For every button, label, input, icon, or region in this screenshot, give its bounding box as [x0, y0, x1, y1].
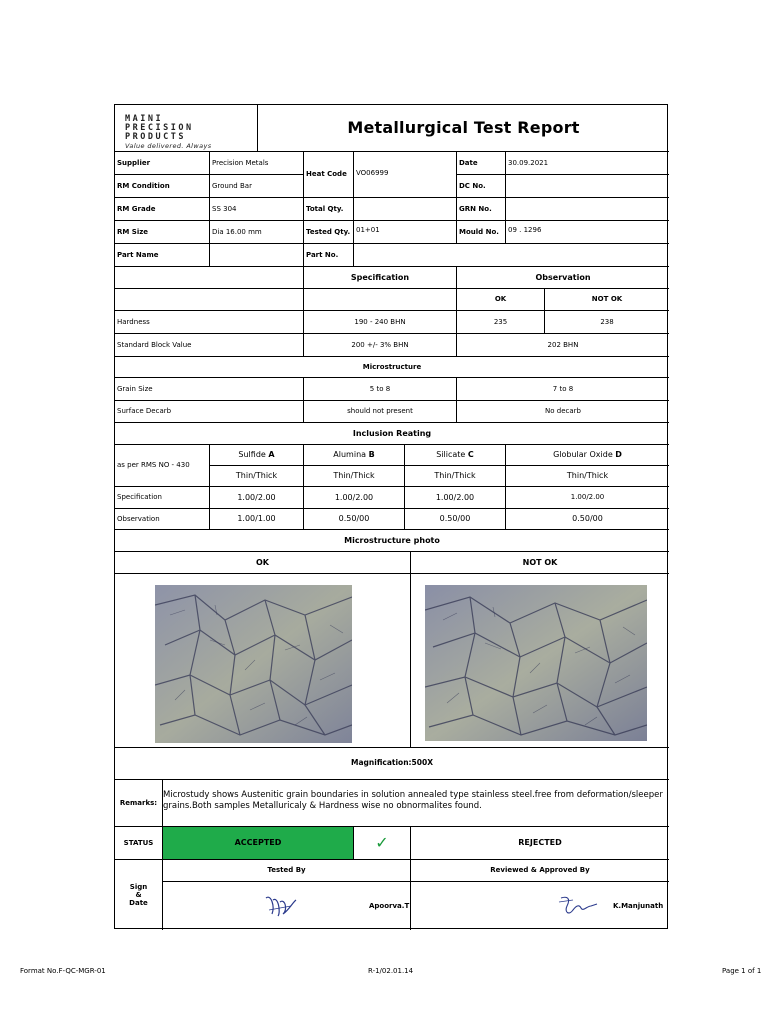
observation-header: Observation — [457, 267, 669, 289]
page-title: Metallurgical Test Report — [347, 117, 580, 137]
microstructure-ok-image — [155, 585, 352, 743]
rm-grade-value: SS 304 — [210, 198, 304, 221]
silicate-spec: 1.00/2.00 — [405, 487, 506, 509]
not-ok-header: NOT OK — [545, 289, 669, 311]
inclusion-header: Inclusion Reating — [115, 423, 669, 445]
microstructure-not-ok-image — [425, 585, 647, 741]
photo-not-ok-cell — [411, 574, 669, 748]
spec-blank-2 — [304, 289, 457, 311]
alumina-code: B — [368, 450, 375, 460]
dc-no-label: DC No. — [457, 175, 506, 198]
alumina-spec: 1.00/2.00 — [304, 487, 405, 509]
sulfide-thickness: Thin/Thick — [210, 466, 304, 487]
tested-by-name: Apoorva.T — [369, 902, 410, 910]
tested-qty-value: 01+01 — [354, 221, 457, 244]
format-number: Format No.F-QC-MGR-01 — [20, 967, 106, 975]
part-no-value — [354, 244, 669, 267]
sulfide-header — [210, 445, 304, 466]
part-name-label: Part Name — [115, 244, 210, 267]
heat-code-label: Heat Code — [304, 152, 354, 198]
std-block-spec: 200 +/- 3% BHN — [304, 334, 457, 357]
silicate-name: Silicate — [436, 450, 466, 460]
date-sign-label: Date — [129, 899, 148, 908]
date-label: Date — [457, 152, 506, 175]
photo-not-ok-header: NOT OK — [411, 552, 669, 574]
status-rejected: REJECTED — [411, 827, 669, 860]
sulfide-code: A — [268, 450, 275, 460]
inclusion-spec-label: Specification — [115, 487, 210, 509]
logo-cell — [115, 105, 258, 152]
microstructure-header: Microstructure — [115, 357, 669, 378]
rm-size-label: RM Size — [115, 221, 210, 244]
ok-header: OK — [457, 289, 545, 311]
logo-line-3: PRODUCTS — [125, 132, 186, 142]
photo-header: Microstructure photo — [115, 530, 669, 552]
alumina-obs: 0.50/00 — [304, 509, 405, 530]
globular-oxide-thickness: Thin/Thick — [506, 466, 669, 487]
photo-ok-header: OK — [115, 552, 411, 574]
reviewer-signature — [557, 894, 601, 918]
title-cell — [258, 105, 669, 152]
grain-size-label: Grain Size — [115, 378, 304, 401]
inclusion-obs-label: Observation — [115, 509, 210, 530]
sign-date-label — [115, 860, 163, 930]
page-number: Page 1 of 1 — [722, 967, 762, 975]
hardness-ok: 235 — [457, 311, 545, 334]
spec-blank — [115, 289, 304, 311]
part-name-value — [210, 244, 304, 267]
reviewed-label: Reviewed & Approved By — [411, 860, 669, 882]
rm-condition-value: Ground Bar — [210, 175, 304, 198]
heat-code-value: VO06999 — [354, 152, 457, 198]
alumina-thickness: Thin/Thick — [304, 466, 405, 487]
status-accepted: ACCEPTED — [163, 827, 354, 860]
decarb-spec: should not present — [304, 401, 457, 423]
part-no-label: Part No. — [304, 244, 354, 267]
remarks-label: Remarks: — [115, 780, 163, 827]
sulfide-name: Sulfide — [238, 450, 266, 460]
logo-tagline: Value delivered. Always — [125, 142, 212, 150]
rm-size-value: Dia 16.00 mm — [210, 221, 304, 244]
tested-qty-label: Tested Qty. — [304, 221, 354, 244]
revision-number: R-1/02.01.14 — [368, 967, 414, 975]
company-logo — [125, 115, 255, 152]
std-block-obs: 202 BHN — [457, 334, 669, 357]
globular-oxide-header — [506, 445, 669, 466]
rm-grade-label: RM Grade — [115, 198, 210, 221]
hardness-spec: 190 - 240 BHN — [304, 311, 457, 334]
tested-by-label: Tested By — [163, 860, 411, 882]
total-qty-label: Total Qty. — [304, 198, 354, 221]
grain-size-spec: 5 to 8 — [304, 378, 457, 401]
grn-no-label: GRN No. — [457, 198, 506, 221]
specification-header: Specification — [304, 267, 457, 289]
ampersand-label: & — [135, 890, 142, 899]
hardness-label: Hardness — [115, 311, 304, 334]
hardness-not-ok: 238 — [545, 311, 669, 334]
std-block-label: Standard Block Value — [115, 334, 304, 357]
total-qty-value — [354, 198, 457, 221]
silicate-code: C — [467, 450, 474, 460]
sulfide-spec: 1.00/2.00 — [210, 487, 304, 509]
check-icon — [354, 827, 411, 860]
alumina-header — [304, 445, 405, 466]
logo-line-1: MAINI — [125, 114, 164, 124]
photo-ok-cell — [115, 574, 411, 748]
reviewed-cell — [411, 882, 669, 930]
silicate-header — [405, 445, 506, 466]
rm-condition-label: RM Condition — [115, 175, 210, 198]
test-report-form — [114, 104, 668, 929]
tested-by-cell — [163, 882, 411, 930]
globular-oxide-spec: 1.00/2.00 — [506, 487, 669, 509]
magnification: Magnification:500X — [115, 748, 669, 780]
rms-label: as per RMS NO - 430 — [115, 445, 210, 487]
globular-oxide-obs: 0.50/00 — [506, 509, 669, 530]
decarb-label: Surface Decarb — [115, 401, 304, 423]
supplier-value: Precision Metals — [210, 152, 304, 175]
reviewed-by-name: K.Manjunath — [613, 902, 664, 910]
logo-line-2: PRECISION — [125, 123, 194, 133]
supplier-label: Supplier — [115, 152, 210, 175]
alumina-name: Alumina — [333, 450, 367, 460]
globular-oxide-code: D — [615, 450, 622, 460]
date-value: 30.09.2021 — [506, 152, 669, 175]
dc-no-value — [506, 175, 669, 198]
spec-corner — [115, 267, 304, 289]
silicate-thickness: Thin/Thick — [405, 466, 506, 487]
sign-label: Sign — [129, 882, 148, 891]
decarb-obs: No decarb — [457, 401, 669, 423]
sulfide-obs: 1.00/1.00 — [210, 509, 304, 530]
silicate-obs: 0.50/00 — [405, 509, 506, 530]
checkmark: ✓ — [375, 832, 389, 852]
grain-size-obs: 7 to 8 — [457, 378, 669, 401]
mould-no-value: 09 . 1296 — [506, 221, 669, 244]
tester-signature — [263, 892, 299, 920]
remarks-text: Microstudy shows Austenitic grain boundaries in solution annealed type stainless steel.free from deformation/sleeper grains.Both samples Metalluricaly & Hardness wise no obnormalites found. — [163, 780, 669, 827]
status-label: STATUS — [115, 827, 163, 860]
globular-oxide-name: Globular Oxide — [553, 450, 613, 460]
grn-no-value — [506, 198, 669, 221]
mould-no-label: Mould No. — [457, 221, 506, 244]
